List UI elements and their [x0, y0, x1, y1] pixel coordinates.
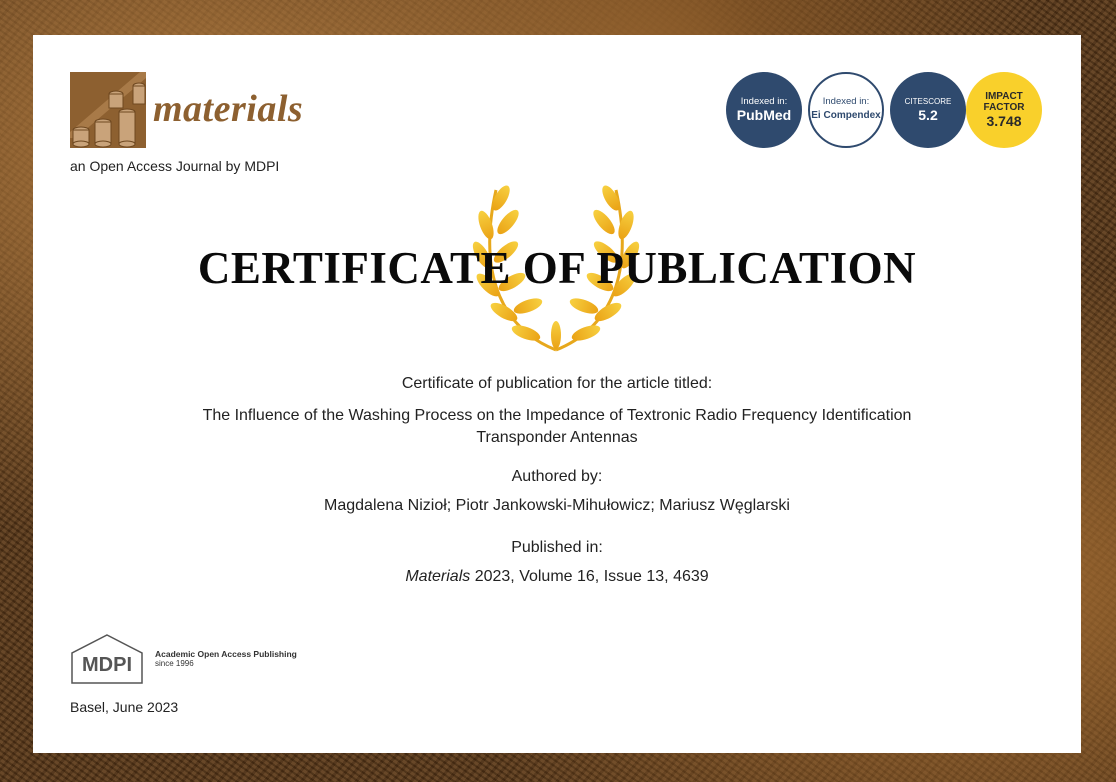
compendex-badge [808, 72, 884, 148]
badge-value: Ei Compendex [811, 110, 881, 121]
mdpi-logo-text: MDPI [82, 654, 132, 676]
publication-details [33, 568, 1081, 586]
pubmed-badge [726, 72, 802, 148]
certificate-title: CERTIFICATE OF PUBLICATION [197, 243, 917, 293]
badge-label: CITESCORE [904, 97, 952, 106]
publication-volume-issue: , Volume 16, Issue 13, 4639 [510, 568, 709, 585]
publisher-line1: Academic Open Access Publishing [155, 649, 297, 659]
certificate-card [33, 35, 1081, 753]
badge-label: Indexed in: [822, 96, 870, 107]
mdpi-logo-icon [70, 633, 145, 685]
journal-italic: Materials [405, 568, 471, 585]
badge-value: 3.748 [986, 112, 1022, 129]
badge-value: PubMed [736, 107, 792, 123]
intro-text: Certificate of publication for the article titled: [401, 375, 713, 392]
badge-value: 5.2 [918, 107, 938, 123]
article-title [33, 405, 1081, 449]
citescore-badge [890, 72, 966, 148]
published-label: Published in: [511, 539, 603, 556]
place-date: Basel, June 2023 [70, 699, 179, 715]
publication-year: 2023 [474, 568, 511, 585]
article-title-text: The Influence of the Washing Process on the Impedance of Textronic Radio Frequency Identification Transponder Antennas [202, 407, 912, 446]
authored-label: Authored by: [511, 468, 603, 485]
journal-tagline: an Open Access Journal by MDPI [70, 158, 280, 174]
badge-label: Indexed in: [740, 96, 788, 107]
journal-name: materials [153, 88, 304, 130]
publisher-info [155, 650, 297, 668]
materials-logo-icon [70, 72, 146, 148]
publisher-line2: since 1996 [155, 659, 194, 668]
impact-factor-badge [966, 72, 1042, 148]
badge-label: IMPACT FACTOR [983, 90, 1025, 113]
authors: Magdalena Nizioł; Piotr Jankowski-Mihułowicz; Mariusz Węglarski [324, 497, 790, 514]
